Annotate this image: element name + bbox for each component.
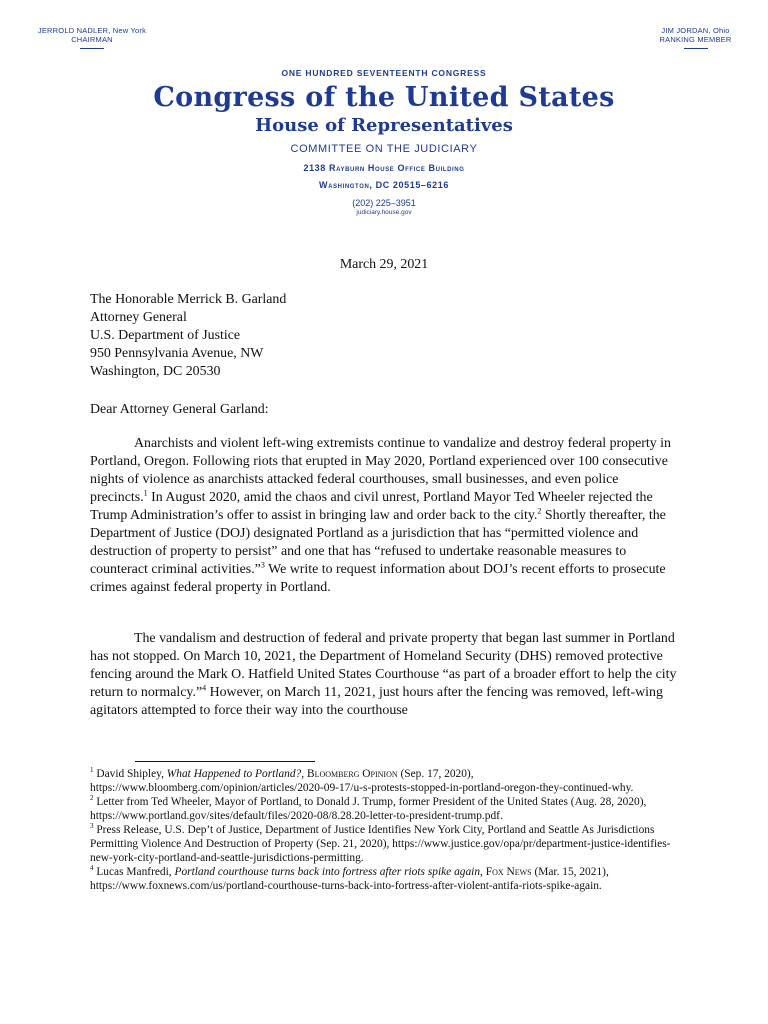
footnote-ref-1: 1 xyxy=(143,488,148,498)
footnote-1-title: What Happened to Portland? xyxy=(166,768,302,780)
chairman-title: CHAIRMAN xyxy=(71,35,113,44)
para2-text-2: However, on March 11, 2021, just hours after the fencing was removed, left-wing agitators attempted to force their way into the courthouse xyxy=(90,685,663,718)
para1-text-1: Anarchists and violent left-wing extremists continue to vandalize and destroy federal property in Portland, Oregon. Following riots that erupted in May 2020, Portland experienced over 100 consecutive nights of violence as anarchists attacked federal courthouses, small businesses, and even police precincts. xyxy=(90,436,671,505)
footnote-2 xyxy=(90,795,680,823)
footnote-4-citation: (Mar. 15, 2021), https://www.foxnews.com/us/portland-courthouse-turns-back-into-fortress-after-violent-antifa-riots-spike-again. xyxy=(90,866,609,892)
footnote-1 xyxy=(90,767,680,795)
para1-text-3: Shortly thereafter, the Department of Justice (DOJ) designated Portland as a jurisdiction that has “permitted violence and destruction of property to persist” and one that has “refused to undertake reasonable measures to counteract criminal activities.” xyxy=(90,508,666,577)
footnote-1-source: Bloomberg Opinion xyxy=(306,768,398,780)
footnote-4-author: Lucas Manfredi, xyxy=(93,866,175,878)
committee-name: COMMITTEE ON THE JUDICIARY xyxy=(290,143,478,155)
committee-address-line1: 2138 Rayburn House Office Building xyxy=(303,163,465,173)
chairman-name: JERROLD NADLER, New York xyxy=(37,26,147,35)
recipient-line3: U.S. Department of Justice xyxy=(90,328,241,343)
body-paragraph-1 xyxy=(90,435,678,597)
footnote-ref-2: 2 xyxy=(537,506,542,516)
footnote-divider xyxy=(135,761,315,762)
congress-number: ONE HUNDRED SEVENTEENTH CONGRESS xyxy=(281,68,487,78)
chairman-rule xyxy=(80,48,104,49)
recipient-line2: Attorney General xyxy=(90,310,187,325)
footnote-4-sep: , xyxy=(480,866,486,878)
letterhead xyxy=(0,68,768,216)
chairman-block xyxy=(27,26,157,49)
congress-title: Congress of the United States xyxy=(153,82,615,113)
footnote-2-number: 2 xyxy=(90,794,94,803)
footnote-ref-3: 3 xyxy=(260,560,265,570)
footnote-2-text: Letter from Ted Wheeler, Mayor of Portland, to Donald J. Trump, former President of the United States (Aug. 28, 2020), https://www.portland.gov/sites/default/files/2020-08/8.28.20-letter-to-president-trump.pdf. xyxy=(90,796,647,822)
footnote-4-number: 4 xyxy=(90,864,94,873)
ranking-member-name: JIM JORDAN, Ohio xyxy=(661,26,730,35)
recipient-address xyxy=(90,291,678,381)
house-title: House of Representatives xyxy=(255,115,513,136)
ranking-member-rule xyxy=(684,48,708,49)
footnote-3-number: 3 xyxy=(90,822,94,831)
footnote-3-text: Press Release, U.S. Dep’t of Justice, Department of Justice Identifies New York City, Portland and Seattle As Jurisdictions Permitting Violence And Destruction of Property (Sep. 21, 2020), https://www.justice.gov/opa/pr/department-justice-identifies-new-york-city-portland-and-seattle-jurisdictions-permitting. xyxy=(90,824,671,864)
para1-text-2: In August 2020, amid the chaos and civil unrest, Portland Mayor Ted Wheeler rejected the Trump Administration’s offer to assist in bringing law and order back to the city. xyxy=(90,490,653,523)
recipient-line5: Washington, DC 20530 xyxy=(90,364,221,379)
footnote-3 xyxy=(90,823,680,865)
footnote-1-author: David Shipley, xyxy=(93,768,167,780)
committee-address-line2: Washington, DC 20515–6216 xyxy=(319,180,449,190)
footnote-4-source: Fox News xyxy=(485,866,532,878)
recipient-line1: The Honorable Merrick B. Garland xyxy=(90,292,287,307)
body-paragraph-2 xyxy=(90,630,678,720)
letter-date: March 29, 2021 xyxy=(339,257,429,272)
recipient-line4: 950 Pennsylvania Avenue, NW xyxy=(90,346,264,361)
para2-text-1: The vandalism and destruction of federal and private property that began last summer in Portland has not stopped. On March 10, 2021, the Department of Homeland Security (DHS) removed protective fencing around the Mark O. Hatfield United States Courthouse “as part of a broader effort to help the city return to normalcy.” xyxy=(90,631,677,700)
para1-text-4: We write to request information about DOJ’s recent efforts to prosecute crimes against federal property in Portland. xyxy=(90,562,666,595)
salutation: Dear Attorney General Garland: xyxy=(90,402,269,417)
footnote-ref-4: 4 xyxy=(202,683,207,693)
footnote-4-title: Portland courthouse turns back into fortress after riots spike again xyxy=(174,866,481,878)
committee-phone: (202) 225–3951 xyxy=(352,198,416,208)
committee-website: judiciary.house.gov xyxy=(356,209,412,216)
footnotes xyxy=(90,767,680,893)
footnote-1-number: 1 xyxy=(90,766,94,775)
footnote-1-sep: , xyxy=(301,768,307,780)
ranking-member-title: RANKING MEMBER xyxy=(659,35,732,44)
footnote-1-citation: (Sep. 17, 2020), https://www.bloomberg.com/opinion/articles/2020-09-17/u-s-protests-stopped-in-portland-oregon-they-continued-why. xyxy=(90,768,634,794)
footnote-4 xyxy=(90,865,680,893)
ranking-member-block xyxy=(638,26,753,49)
